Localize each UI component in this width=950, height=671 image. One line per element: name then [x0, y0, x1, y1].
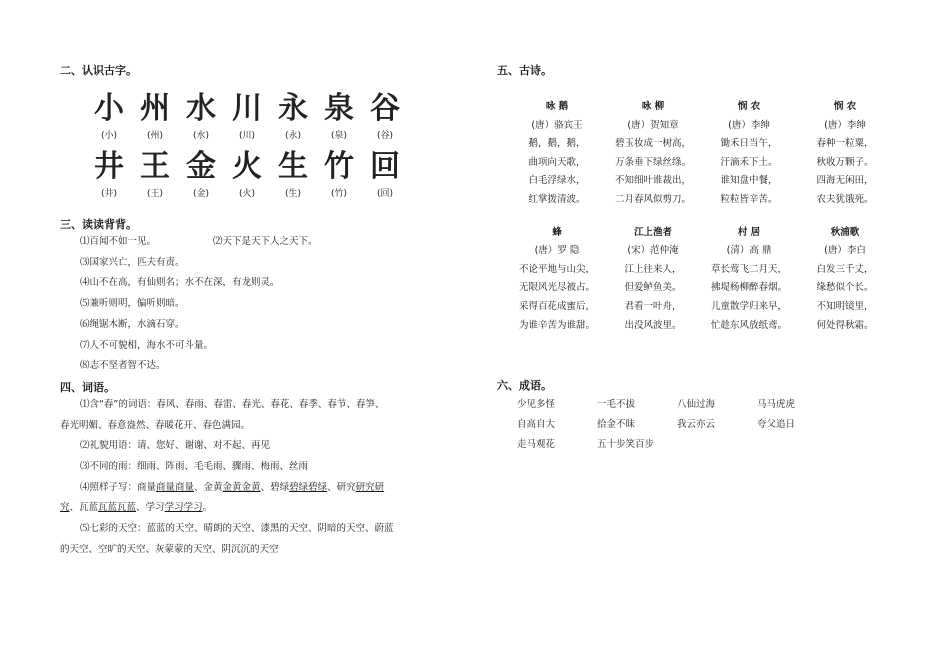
poem-title: 咏 鹅	[545, 101, 569, 112]
poem	[605, 98, 701, 210]
glyph-label: (川)	[238, 131, 256, 141]
ancient-glyph: 小	[94, 91, 124, 126]
poem-line: 拂堤杨柳醉春烟。	[710, 282, 787, 294]
glyph-cell	[86, 150, 132, 200]
idiom: 走马观花	[517, 439, 556, 451]
poem-line: 儿童散学归来早，	[710, 300, 787, 312]
poem-title: 悯 农	[833, 101, 857, 112]
poem-line: 农夫犹饿死。	[816, 193, 874, 205]
poem-line: 万条垂下绿丝绦。	[614, 156, 691, 168]
ancient-glyph: 泉	[324, 91, 354, 126]
pattern-answer: 学习学习	[164, 502, 203, 514]
glyph-cell	[132, 92, 178, 142]
glyph-label: (泉)	[330, 131, 348, 141]
poem-title: 江上渔者	[633, 226, 672, 238]
poem-line: 采得百花成蜜后，	[518, 300, 595, 312]
poem-line: 缘愁似个长。	[816, 282, 874, 294]
poem-line: 白毛浮绿水，	[528, 175, 586, 187]
poem-line: 粒粒皆辛苦。	[720, 193, 778, 205]
poem-line: 草长莺飞二月天，	[710, 263, 787, 275]
recite-item: ⑹绳锯木断，水滴石穿。	[80, 318, 185, 330]
section-title-recite: 三、读读背背。	[60, 218, 137, 231]
poem-line: 为谁辛苦为谁甜。	[518, 319, 595, 331]
words-sky: ⑸七彩的天空：蓝蓝的天空、晴朗的天空、漆黑的天空、阴暗的天空、蔚蓝	[80, 523, 394, 535]
ancient-glyph: 王	[140, 149, 170, 184]
glyph-cell	[132, 150, 178, 200]
poem-title: 村 居	[737, 226, 761, 238]
glyph-label: (王)	[146, 189, 164, 199]
idiom: 一毛不拔	[597, 399, 636, 411]
glyph-cell	[224, 92, 270, 142]
recite-item: ⑵天下是天下人之天下。	[213, 236, 318, 247]
left-column	[60, 62, 470, 561]
pattern-text: 、瓦蓝	[69, 502, 99, 514]
poem-line: 谁知盘中餐，	[720, 175, 778, 187]
ancient-glyph: 金	[186, 149, 216, 184]
recite-item: ⑷山不在高，有仙则名；水不在深，有龙则灵。	[80, 277, 280, 289]
glyph-cell	[362, 92, 408, 142]
ancient-glyph: 谷	[370, 91, 400, 126]
words-rain: ⑶不同的雨：细雨、阵雨、毛毛雨、骤雨、梅雨、丝雨	[80, 461, 309, 473]
poem-title: 秋浦歌	[830, 226, 860, 238]
pattern-answer: 商量商量	[156, 481, 195, 493]
poem-line: 不知细叶谁裁出，	[614, 175, 691, 187]
poem-line: 汗滴禾下土。	[720, 156, 778, 168]
poem-row-2	[509, 224, 907, 336]
poem-line: 白发三千丈，	[816, 263, 874, 275]
poem-line: 不论平地与山尖，	[518, 263, 595, 275]
poem	[797, 98, 893, 210]
idiom: 马马虎虎	[757, 399, 796, 411]
poem-line: 忙趁东风放纸鸢。	[710, 319, 787, 331]
poem-author: (唐）李白	[824, 245, 866, 257]
idiom: 五十步笑百步	[597, 439, 655, 451]
poem-title: 蜂	[552, 226, 562, 238]
pattern-text: 、学习	[136, 502, 165, 514]
poem-line: 江上往来人，	[624, 263, 682, 275]
poem-title: 悯 农	[737, 101, 761, 112]
poem-line: 二月春风似剪刀。	[614, 193, 691, 205]
glyph-label: (生)	[284, 189, 302, 199]
poem-line: 鹅，鹅，鹅，	[528, 138, 586, 150]
glyph-label: (竹)	[330, 189, 348, 199]
glyph-cell	[316, 92, 362, 142]
poem	[701, 224, 797, 336]
pattern-answer: 瓦蓝瓦蓝	[98, 502, 137, 514]
pattern-answer: 金黄金黄	[222, 481, 261, 493]
ancient-glyph-row-1	[86, 92, 470, 142]
idiom: 我云亦云	[677, 419, 716, 431]
ancient-glyph: 火	[232, 149, 262, 184]
poem-line: 四海无闲田，	[816, 175, 874, 187]
ancient-glyph: 川	[232, 91, 262, 126]
poem-line: 曲项向天歌，	[528, 156, 586, 168]
poem-line: 锄禾日当午，	[720, 138, 778, 150]
ancient-glyph: 生	[278, 149, 308, 184]
poem-author: (唐）李绅	[728, 119, 770, 131]
section-title-words: 四、词语。	[60, 380, 115, 394]
ancient-glyph: 竹	[324, 149, 354, 184]
section-title-ancient-chars: 二、认识古字。	[60, 64, 137, 77]
pattern-text: ⑷照样子写：商量	[80, 481, 157, 493]
ancient-glyph: 永	[278, 91, 308, 126]
recite-item: ⑸兼听则明，偏听则暗。	[80, 298, 185, 310]
pattern-text: 、金黄	[194, 481, 223, 493]
words-spring-cont: 春光明媚、春意盎然、春暖花开、春色满园。	[60, 419, 251, 431]
glyph-cell	[316, 150, 362, 200]
recite-item: ⑴百闻不如一见。	[80, 236, 157, 247]
words-polite: ⑵礼貌用语：请、您好、谢谢、对不起、再见	[80, 440, 271, 452]
poem-line: 碧玉妆成一树高，	[614, 138, 691, 150]
recite-item: ⑶国家兴亡，匹夫有责。	[80, 256, 185, 268]
poem-title: 咏 柳	[641, 101, 665, 112]
recite-item: ⑺人不可貌相，海水不可斗量。	[80, 339, 214, 351]
idiom: 夸父追日	[757, 419, 796, 431]
poem-line: 春种一粒粟，	[816, 138, 874, 150]
poem	[605, 224, 701, 336]
idiom: 自高自大	[517, 419, 556, 431]
ancient-glyph: 州	[140, 91, 170, 126]
poem-author: (唐）李绅	[824, 119, 866, 131]
glyph-label: (州)	[146, 131, 164, 141]
glyph-label: (谷)	[376, 131, 394, 141]
poem-line: 红掌拨清波。	[528, 193, 586, 205]
glyph-label: (水)	[192, 131, 210, 141]
poem	[701, 98, 797, 210]
poem-line: 君看一叶舟，	[624, 300, 682, 312]
glyph-cell	[86, 92, 132, 142]
poem-row-1	[509, 98, 907, 210]
poem-author: (宋）范仲淹	[627, 245, 679, 257]
words-sky-cont: 的天空、空旷的天空、灰蒙蒙的天空、阴沉沉的天空	[60, 543, 279, 555]
glyph-cell	[224, 150, 270, 200]
pattern-answer: 究	[60, 502, 70, 514]
pattern-text: 。	[202, 502, 213, 514]
poem	[797, 224, 893, 336]
pattern-answer: 碧绿碧绿	[289, 481, 328, 493]
words-pattern-cont	[60, 498, 470, 519]
recite-item: ⑻志不坚者智不达。	[80, 360, 166, 372]
glyph-label: (井)	[100, 189, 118, 199]
poem	[509, 224, 605, 336]
poem-line: 何处得秋霜。	[816, 319, 874, 331]
glyph-label: (火)	[238, 189, 256, 199]
words-spring: ⑴含“春”的词语：春风、春雨、春雷、春光、春花、春季、春节、春笋、	[80, 398, 385, 410]
words-pattern	[60, 478, 470, 499]
idiom: 拾金不昧	[597, 419, 636, 431]
right-column	[497, 62, 907, 455]
pattern-text: 、碧绿	[260, 481, 290, 493]
pattern-text: 、研究	[327, 481, 356, 493]
glyph-cell	[270, 150, 316, 200]
poem-line: 无限风光尽被占。	[518, 282, 595, 294]
glyph-cell	[178, 92, 224, 142]
section-title-poems: 五、古诗。	[497, 64, 552, 77]
idiom: 八仙过海	[677, 399, 716, 411]
glyph-label: (小)	[100, 131, 118, 141]
glyph-label: (回)	[376, 189, 394, 199]
poem-line: 但爱鲈鱼美。	[624, 282, 682, 294]
glyph-cell	[270, 92, 316, 142]
poem-author: (唐）罗 隐	[534, 245, 580, 257]
ancient-glyph-row-2	[86, 150, 470, 200]
glyph-cell	[362, 150, 408, 200]
poem-line: 出没风波里。	[624, 319, 682, 331]
ancient-glyph: 回	[370, 149, 400, 184]
poem-line: 不知明镜里，	[816, 300, 874, 312]
idiom: 少见多怪	[517, 399, 556, 411]
poem-author: (唐）骆宾王	[531, 119, 583, 131]
poem-author: (清）高 鼎	[726, 245, 772, 257]
poem-author: (唐）贺知章	[627, 119, 679, 131]
recite-row	[60, 232, 470, 253]
ancient-glyph: 井	[94, 149, 124, 184]
poem-line: 秋收万颗子。	[816, 156, 874, 168]
glyph-cell	[178, 150, 224, 200]
poem	[509, 98, 605, 210]
section-title-idioms: 六、成语。	[497, 379, 552, 393]
glyph-label: (金)	[192, 189, 210, 199]
glyph-label: (永)	[284, 131, 302, 141]
pattern-answer: 研究研	[355, 481, 385, 493]
ancient-glyph: 水	[186, 91, 216, 126]
idiom-grid	[517, 395, 907, 455]
